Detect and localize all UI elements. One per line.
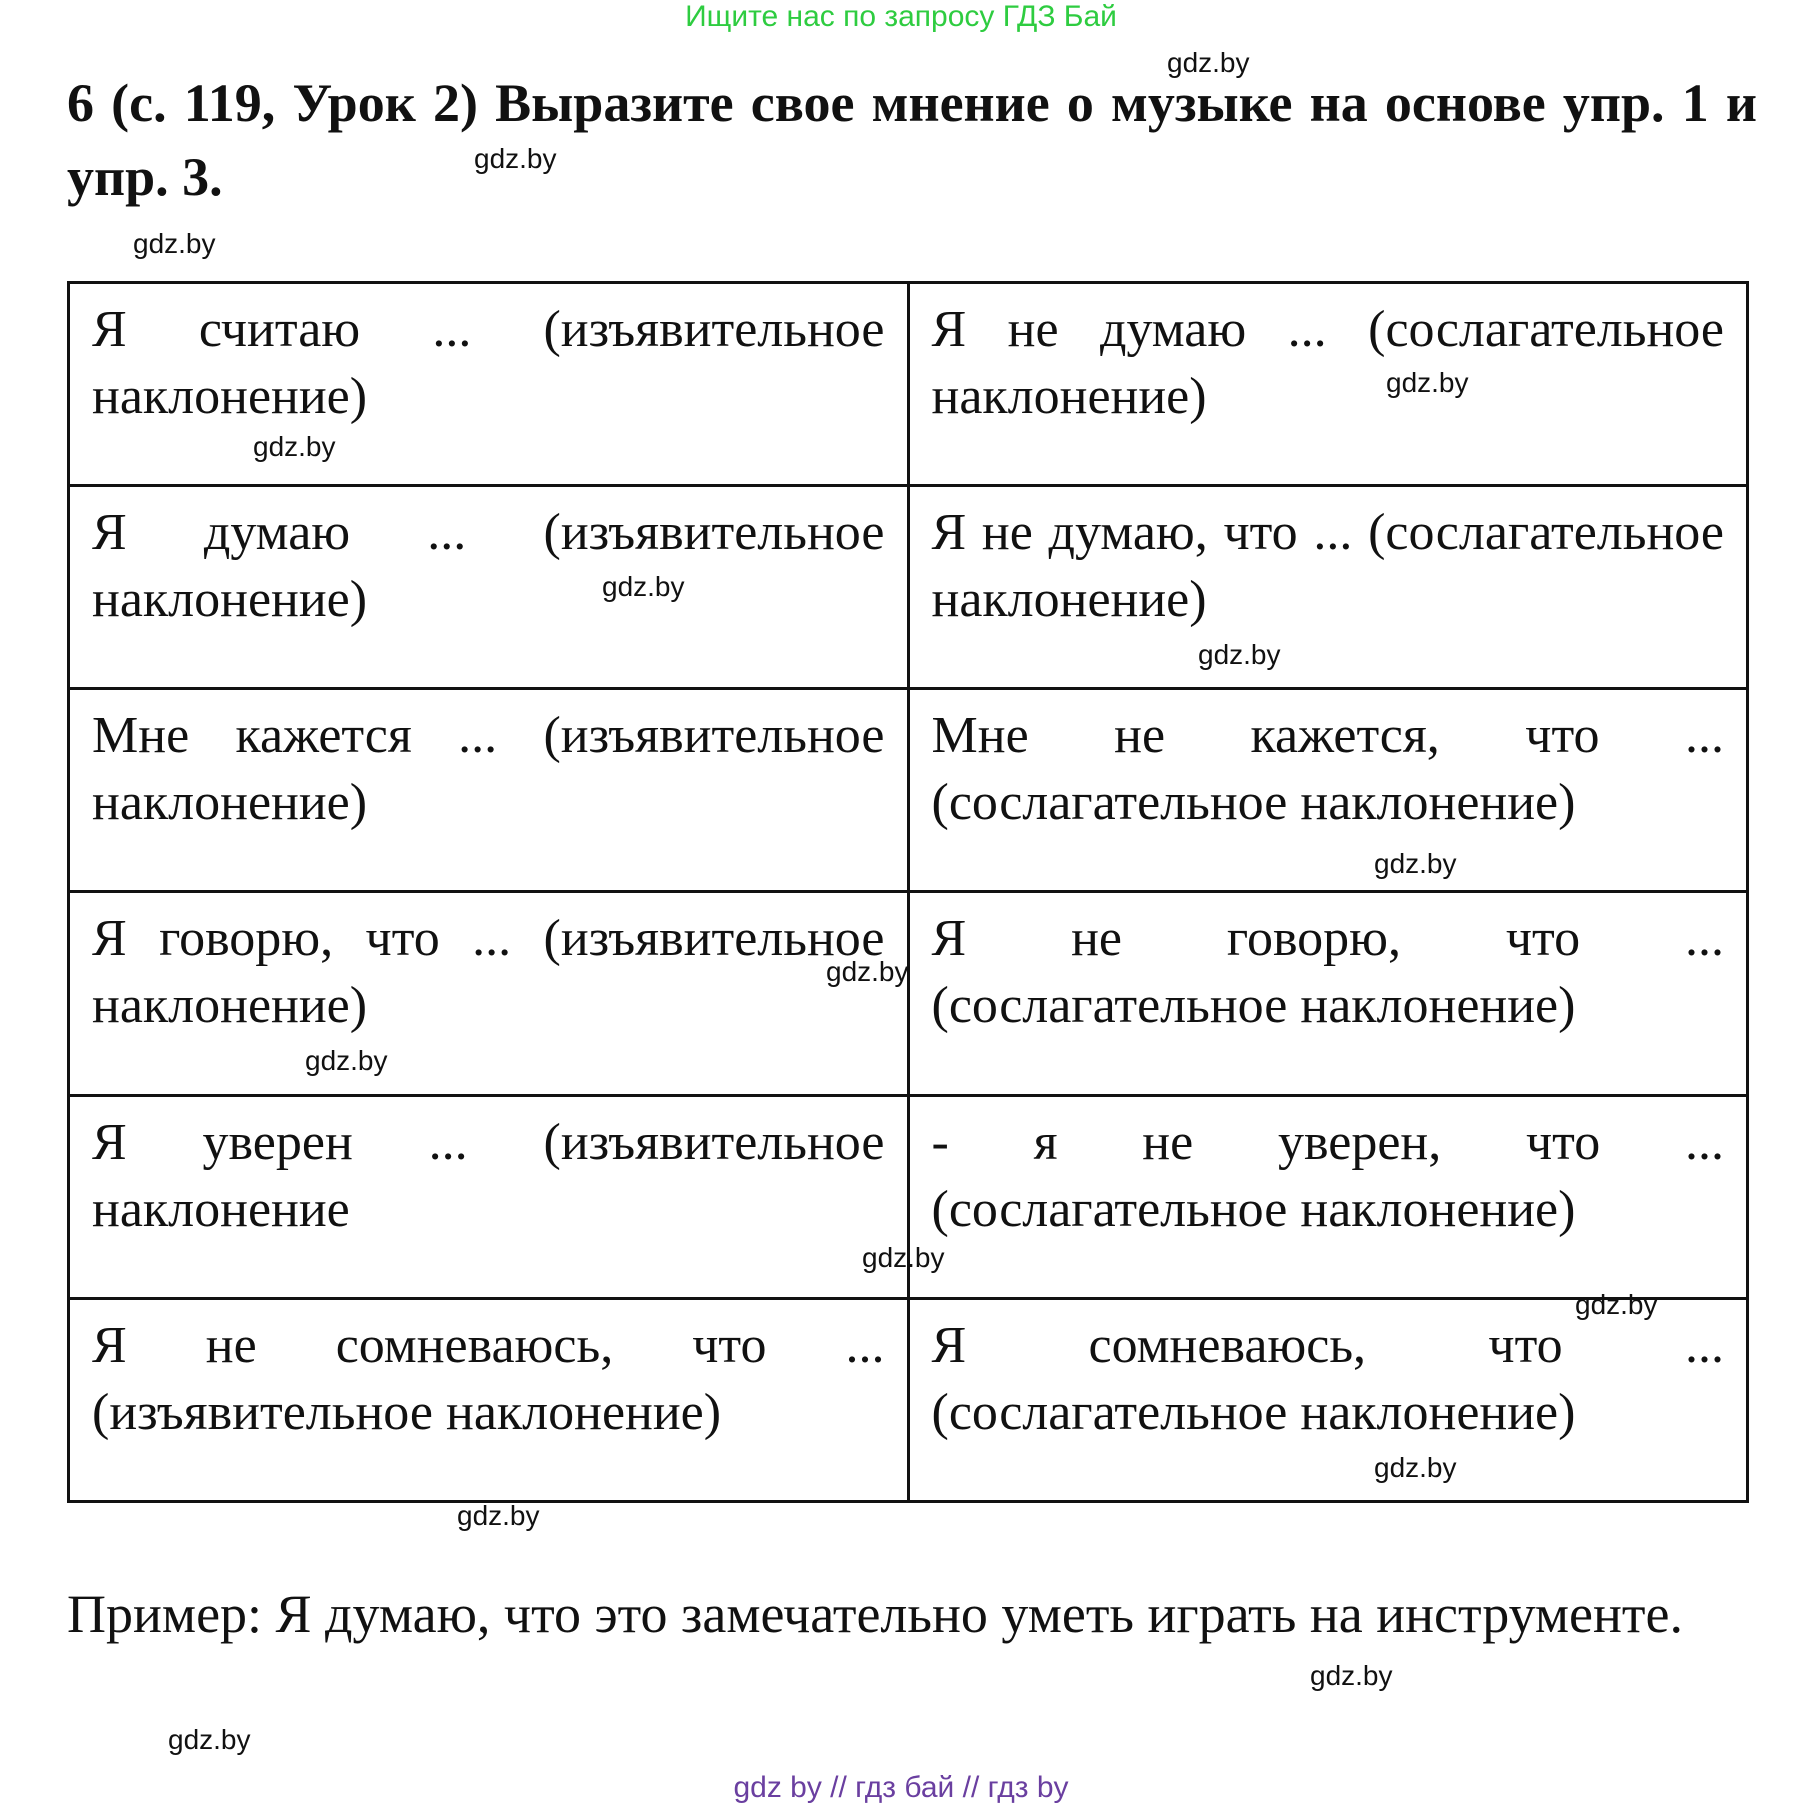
top-banner[interactable]: Ищите нас по запросу ГДЗ Бай [685,0,1117,33]
watermark: gdz.by [305,1045,388,1076]
table-row [69,486,1748,689]
table-cell-right: Я сомневаюсь, что ... (сослагательное наклонение) [908,1298,1748,1501]
watermark: gdz.by [133,228,216,259]
watermark: gdz.by [1167,47,1250,78]
table-cell-right: - я не уверен, что ... (сослагательное наклонение) [908,1095,1748,1298]
table-cell-left: Мне кажется ... (изъявительное наклонение) [69,689,909,892]
table-cell-right: Я не говорю, что ... (сослагательное наклонение) [908,892,1748,1095]
watermark: gdz.by [862,1242,945,1273]
exercise-title: 6 (с. 119, Урок 2) Выразите свое мнение о музыке на основе упр. 1 и упр. 3. [67,73,1757,207]
table-cell-left: Я говорю, что ... (изъявительное наклонение) [69,892,909,1095]
watermark: gdz.by [1310,1660,1393,1691]
watermark: gdz.by [826,956,909,987]
watermark: gdz.by [1198,639,1281,670]
watermark: gdz.by [1575,1289,1658,1320]
table-cell-right: Я не думаю ... (сослагательное наклонение) [908,283,1748,486]
footer-links[interactable]: gdz by // гдз бай // гдз by [733,1771,1069,1804]
table-row [69,1298,1748,1501]
watermark: gdz.by [253,431,336,462]
watermark: gdz.by [602,571,685,602]
watermark: gdz.by [168,1724,251,1755]
table-cell-left: Я думаю ... (изъявительное наклонение) [69,486,909,689]
table-cell-left: Я не сомневаюсь, что ... (изъявительное наклонение) [69,1298,909,1501]
table-cell-left: Я уверен ... (изъявительное наклонение [69,1095,909,1298]
answer-table [67,281,1749,1503]
watermark: gdz.by [457,1500,540,1531]
table-cell-left: Я считаю ... (изъявительное наклонение) [69,283,909,486]
watermark: gdz.by [1374,848,1457,879]
table-row [69,689,1748,892]
watermark: gdz.by [1386,367,1469,398]
table-cell-right: Я не думаю, что ... (сослагательное наклонение) [908,486,1748,689]
example-paragraph: Пример: Я думаю, что это замечательно уметь играть на инструменте. [67,1584,1683,1644]
watermark: gdz.by [1374,1452,1457,1483]
watermark: gdz.by [474,143,557,174]
table-cell-right: Мне не кажется, что ... (сослагательное наклонение) [908,689,1748,892]
